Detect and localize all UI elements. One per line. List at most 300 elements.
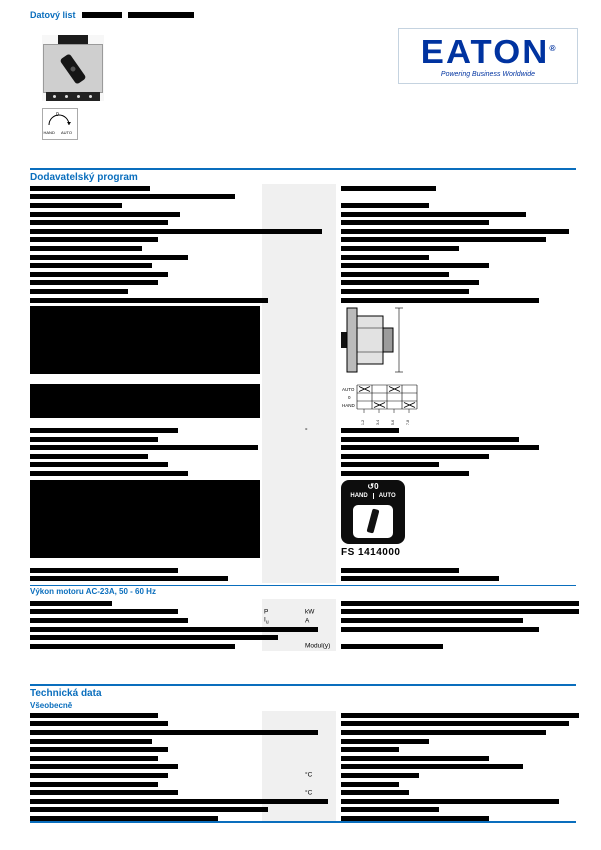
table-row [30, 236, 576, 245]
redacted-text-bar [341, 186, 436, 191]
spec-label-cell [30, 471, 262, 476]
redacted-text-bar [30, 747, 168, 752]
table-row [30, 608, 576, 617]
unit-label: °C [305, 789, 313, 797]
unit-cell [262, 763, 336, 772]
spec-label-cell [30, 739, 262, 744]
spec-label-cell [30, 289, 262, 294]
spec-label-cell [30, 627, 262, 632]
spec-value-cell [336, 609, 579, 614]
contact-row-label: AUTO [342, 387, 355, 393]
subsection-title: Všeobecně [30, 701, 73, 710]
table-row [30, 625, 576, 634]
spec-label-cell [30, 807, 262, 812]
spec-value-cell [336, 764, 576, 769]
table-row [30, 253, 576, 262]
mounting-clip [58, 35, 88, 44]
redacted-text-bar [341, 739, 429, 744]
redacted-text-bar [30, 229, 322, 234]
unit-label: kW [305, 608, 315, 616]
spec-value-cell [336, 782, 576, 787]
spec-rows [30, 711, 576, 823]
redacted-text-bar [341, 568, 459, 573]
spec-label-cell [30, 764, 262, 769]
front-plate-caption: FS 1414000 [341, 546, 401, 558]
unit-cell [262, 244, 336, 253]
spec-label-cell [30, 799, 262, 804]
unit-cell [262, 279, 336, 288]
spec-label-cell [30, 186, 262, 191]
icon-hand-label: HAND [43, 130, 55, 135]
redacted-text-bar [30, 713, 158, 718]
table-row [30, 452, 576, 461]
spec-label-cell [30, 428, 262, 433]
spec-value-cell [336, 186, 576, 191]
table-row [30, 745, 576, 754]
table-row [30, 304, 576, 382]
table-row [30, 711, 576, 720]
spec-value-cell [336, 237, 576, 242]
table-row [30, 566, 576, 575]
spec-value-cell [336, 471, 576, 476]
spec-label-cell [30, 445, 262, 450]
spec-value-cell [336, 568, 576, 573]
registered-mark-icon: ® [549, 43, 556, 53]
redacted-text-bar [30, 773, 168, 778]
rotate-arrow-icon: ↺ [367, 481, 375, 491]
table-row [30, 382, 576, 426]
unit-cell [262, 296, 336, 305]
plate-hand-label: HAND [350, 492, 368, 499]
unit-cell [262, 720, 336, 729]
spec-value-cell [336, 212, 576, 217]
redacted-text-bar [30, 764, 178, 769]
spec-label-cell [30, 790, 262, 795]
unit-label: A [305, 617, 310, 625]
redacted-text-bar [30, 454, 148, 459]
table-row [30, 720, 576, 729]
table-row [30, 728, 576, 737]
spec-value-cell [336, 462, 576, 467]
redacted-text-bar [30, 790, 178, 795]
spec-value-cell [336, 713, 579, 718]
redacted-text-bar [30, 644, 235, 649]
icon-auto-label: AUTO [61, 130, 73, 135]
table-row [30, 574, 576, 583]
spec-value-cell [336, 203, 576, 208]
spec-value-cell [336, 246, 576, 251]
table-row [30, 270, 576, 279]
unit-cell [262, 771, 336, 780]
subsection-title: Výkon motoru AC-23A, 50 - 60 Hz [30, 585, 576, 598]
table-row [30, 461, 576, 470]
table-row [30, 642, 576, 651]
unit-cell [262, 469, 336, 478]
contact-row-label: HAND [342, 403, 355, 409]
table-row [30, 444, 576, 453]
redacted-text-bar [341, 471, 469, 476]
unit-cell [262, 737, 336, 746]
spec-value-cell [336, 289, 576, 294]
page-title-text: Datový list [30, 10, 76, 20]
spec-label-cell [30, 263, 262, 268]
spec-value-cell [336, 773, 576, 778]
unit-cell [262, 201, 336, 210]
unit-cell [262, 444, 336, 453]
spec-label-cell [30, 478, 262, 558]
spec-label-cell [30, 280, 262, 285]
table-row [30, 478, 576, 566]
redacted-text-bar [30, 462, 168, 467]
terminal-label: 7-8 [406, 420, 410, 426]
table-row [30, 754, 576, 763]
table-row [30, 287, 576, 296]
unit-cell [262, 236, 336, 245]
unit-cell [262, 270, 336, 279]
bottom-rule [30, 821, 576, 823]
spec-label-cell [30, 644, 262, 649]
redacted-text-bar [30, 194, 235, 199]
redacted-text-bar [341, 747, 399, 752]
redacted-text-bar [341, 263, 489, 268]
spec-label-cell [30, 462, 262, 467]
spec-value-cell [336, 618, 576, 623]
plate-divider [373, 493, 374, 499]
redacted-text-bar [341, 609, 579, 614]
redacted-text-bar [341, 807, 439, 812]
redacted-text-bar [30, 298, 268, 303]
spec-value-cell [336, 445, 576, 450]
spec-label-cell [30, 713, 262, 718]
section-technical-data [30, 684, 576, 823]
spec-value-cell [336, 730, 576, 735]
redacted-text-bar [341, 618, 523, 623]
spec-label-cell [30, 272, 262, 277]
redacted-text-bar [341, 730, 546, 735]
redacted-title-text [128, 12, 194, 18]
table-row [30, 435, 576, 444]
unit-cell [262, 616, 336, 625]
unit-label: ° [305, 427, 308, 435]
unit-cell [262, 788, 336, 797]
redacted-text-bar [341, 428, 399, 433]
section-title: Technická data [30, 688, 102, 699]
spec-label-cell [30, 246, 262, 251]
front-plate-figure [341, 480, 576, 558]
redacted-text-bar [341, 237, 546, 242]
switch-position-diagram-icon [43, 109, 75, 137]
unit-cell [262, 426, 336, 435]
spec-value-cell [336, 272, 576, 277]
table-row [30, 184, 576, 193]
redacted-text-bar [341, 627, 539, 632]
redacted-text-bar [30, 807, 268, 812]
unit-cell [262, 574, 336, 583]
redacted-text-bar [30, 480, 260, 558]
page-title [30, 10, 194, 20]
redacted-text-bar [341, 721, 569, 726]
redacted-text-bar [341, 272, 449, 277]
table-row [30, 788, 576, 797]
spec-value-cell [336, 280, 576, 285]
redacted-text-bar [30, 609, 178, 614]
spec-value-cell [336, 807, 576, 812]
redacted-text-bar [341, 782, 399, 787]
spec-value-cell [336, 255, 576, 260]
spec-rows [30, 184, 576, 651]
redacted-text-bar [341, 445, 539, 450]
section-supply-program [30, 168, 576, 651]
redacted-text-bar [30, 739, 152, 744]
plate-auto-label: AUTO [378, 492, 396, 499]
redacted-text-bar [341, 462, 439, 467]
table-row [30, 763, 576, 772]
unit-cell [262, 566, 336, 575]
redacted-text-bar [30, 428, 178, 433]
redacted-text-bar [30, 576, 228, 581]
redacted-text-bar [341, 229, 569, 234]
table-row [30, 244, 576, 253]
unit-cell [262, 599, 336, 608]
terminal-label: 1-2 [361, 420, 365, 426]
switch-position-icon [42, 108, 78, 140]
redacted-text-bar [30, 384, 260, 418]
redacted-text-bar [341, 601, 579, 606]
redacted-text-bar [341, 203, 429, 208]
front-plate-image [341, 480, 405, 544]
redacted-text-bar [341, 437, 519, 442]
rotary-knob [59, 53, 86, 84]
unit-cell [262, 642, 336, 651]
spec-value-cell [336, 437, 576, 442]
table-row [30, 201, 576, 210]
spec-label-cell [30, 255, 262, 260]
unit-cell [262, 806, 336, 815]
spec-value-cell [336, 263, 576, 268]
spec-label-cell [30, 576, 262, 581]
redacted-text-bar [341, 764, 523, 769]
unit-cell [262, 711, 336, 720]
eaton-wordmark-text: EATON [420, 32, 550, 70]
plate-mode-labels [341, 493, 405, 499]
redacted-text-bar [341, 289, 469, 294]
spec-value-cell [336, 382, 576, 426]
spec-label-cell [30, 601, 262, 606]
unit-cell [262, 304, 336, 382]
unit-cell [262, 382, 336, 426]
redacted-text-bar [30, 730, 318, 735]
terminal-base [46, 92, 100, 101]
spec-value-cell [336, 601, 579, 606]
redacted-text-bar [30, 280, 158, 285]
spec-label-cell [30, 298, 262, 303]
unit-cell [262, 218, 336, 227]
redacted-text-bar [341, 246, 459, 251]
spec-value-cell [336, 220, 576, 225]
eaton-logo [398, 28, 578, 84]
redacted-text-bar [30, 186, 150, 191]
table-row [30, 599, 576, 608]
unit-symbol: P [264, 608, 269, 616]
unit-cell [262, 210, 336, 219]
spec-value-cell [336, 428, 576, 433]
unit-cell [262, 754, 336, 763]
switch-body [43, 44, 103, 93]
redacted-text-bar [30, 437, 158, 442]
spec-label-cell [30, 212, 262, 217]
terminal-ticks [364, 409, 409, 413]
unit-cell [262, 461, 336, 470]
logo-tagline: Powering Business Worldwide [440, 70, 536, 78]
redacted-text-bar [30, 756, 158, 761]
unit-cell [262, 452, 336, 461]
unit-cell [262, 193, 336, 202]
unit-cell [262, 435, 336, 444]
redacted-text-bar [30, 263, 152, 268]
spec-value-cell [336, 304, 576, 378]
redacted-text-bar [30, 306, 260, 374]
redacted-text-bar [341, 713, 579, 718]
table-row [30, 210, 576, 219]
unit-cell [262, 261, 336, 270]
redacted-text-bar [30, 220, 168, 225]
spec-value-cell [336, 739, 576, 744]
table-row [30, 227, 576, 236]
spec-label-cell [30, 229, 262, 234]
spec-label-cell [30, 618, 262, 623]
spec-label-cell [30, 454, 262, 459]
redacted-text-bar [30, 212, 180, 217]
spec-value-cell [336, 644, 576, 649]
redacted-text-bar [30, 618, 188, 623]
spec-label-cell [30, 437, 262, 442]
spec-label-cell [30, 220, 262, 225]
unit-symbol: $I_u$ [264, 615, 269, 626]
unit-cell [262, 608, 336, 617]
section-title: Dodavatelský program [30, 172, 138, 183]
unit-cell [262, 745, 336, 754]
spec-label-cell [30, 635, 262, 640]
table-row [30, 261, 576, 270]
table-row [30, 737, 576, 746]
spec-label-cell [30, 747, 262, 752]
redacted-text-bar [30, 255, 188, 260]
spec-value-cell [336, 454, 576, 459]
redacted-text-bar [30, 289, 128, 294]
spec-label-cell [30, 721, 262, 726]
table-row [30, 633, 576, 642]
redacted-text-bar [341, 799, 559, 804]
plate-zero-position [341, 482, 405, 491]
icon-zero-label: 0 [56, 112, 59, 118]
spec-value-cell [336, 799, 576, 804]
table-row [30, 469, 576, 478]
contact-sequence-diagram [341, 382, 419, 426]
redacted-text-bar [341, 298, 539, 303]
redacted-text-bar [341, 773, 419, 778]
redacted-text-bar [30, 627, 318, 632]
redacted-text-bar [30, 799, 328, 804]
redacted-text-bar [341, 756, 489, 761]
unit-cell [262, 287, 336, 296]
spec-value-cell [336, 721, 576, 726]
spec-label-cell [30, 304, 262, 374]
unit-label: Modul(y) [305, 642, 331, 650]
redacted-text-bar [30, 445, 258, 450]
spec-value-cell [336, 627, 576, 632]
table-row [30, 426, 576, 435]
table-row [30, 296, 576, 305]
spec-label-cell [30, 609, 262, 614]
spec-label-cell [30, 203, 262, 208]
table-row [30, 806, 576, 815]
table-row [30, 797, 576, 806]
unit-cell [262, 184, 336, 193]
spec-label-cell [30, 756, 262, 761]
unit-cell [262, 253, 336, 262]
redacted-text-bar [30, 816, 218, 821]
spec-value-cell [336, 478, 576, 558]
unit-cell [262, 780, 336, 789]
redacted-text-bar [341, 790, 409, 795]
contact-row-label: 0 [348, 395, 351, 401]
terminal-label: 5-6 [391, 420, 395, 426]
spec-label-cell [30, 782, 262, 787]
table-row [30, 780, 576, 789]
spec-value-cell [336, 756, 576, 761]
redacted-text-bar [341, 280, 479, 285]
spec-value-cell [336, 229, 576, 234]
table-row [30, 279, 576, 288]
spec-label-cell [30, 194, 262, 199]
redacted-text-bar [30, 721, 168, 726]
unit-label: °C [305, 771, 313, 779]
spec-label-cell [30, 568, 262, 573]
spec-label-cell [30, 382, 262, 418]
redacted-text-bar [341, 644, 443, 649]
table-row [30, 193, 576, 202]
redacted-text-bar [30, 635, 278, 640]
spec-label-cell [30, 237, 262, 242]
redacted-text-bar [30, 203, 122, 208]
product-photo [42, 35, 104, 101]
redacted-text-bar [341, 576, 499, 581]
table-row [30, 771, 576, 780]
redacted-text-bar [341, 212, 526, 217]
redacted-text-bar [30, 471, 188, 476]
table-row [30, 218, 576, 227]
dimension-drawing [341, 304, 413, 378]
redacted-text-bar [341, 816, 489, 821]
redacted-text-bar [30, 246, 142, 251]
spec-value-cell [336, 298, 576, 303]
spec-label-cell [30, 773, 262, 778]
spec-value-cell [336, 747, 576, 752]
redacted-title-text [82, 12, 122, 18]
eaton-wordmark [421, 34, 556, 68]
redacted-text-bar [30, 601, 112, 606]
spec-value-cell [336, 576, 576, 581]
spec-label-cell [30, 730, 262, 735]
plate-knob-cutout [353, 505, 393, 538]
redacted-text-bar [30, 237, 158, 242]
plate-zero-label: 0 [374, 481, 379, 491]
redacted-text-bar [341, 255, 429, 260]
unit-cell [262, 478, 336, 566]
redacted-text-bar [341, 220, 489, 225]
table-row [30, 616, 576, 625]
redacted-text-bar [30, 782, 158, 787]
